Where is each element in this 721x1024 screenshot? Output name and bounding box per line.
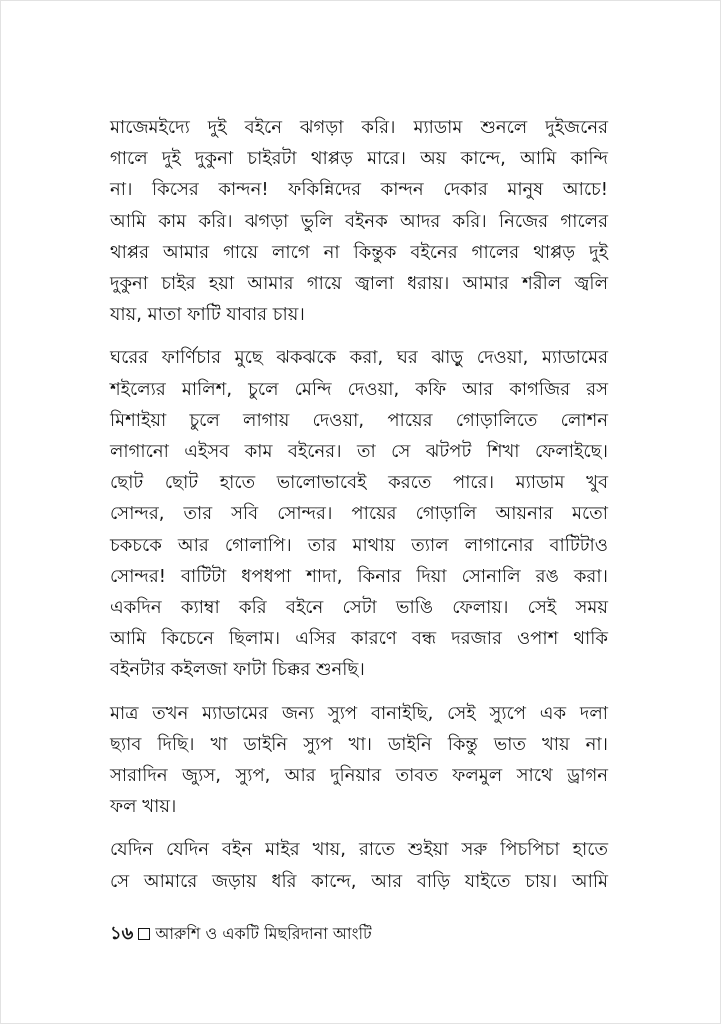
paragraph-4 xyxy=(110,834,608,896)
text-line: আমি কাম করি। ঝগড়া ভুলি বইনক আদর করি। নিজের গালের xyxy=(110,210,608,232)
paragraph-3 xyxy=(110,698,608,823)
text-line: লাগানো এইসব কাম বইনের। তা সে ঝটপট শিখা ফেলাইছে। xyxy=(110,441,608,463)
text-line: শইল্যের মালিশ, চুলে মেন্দি দেওয়া, কফি আর কাগজির রস xyxy=(110,378,608,400)
text-line: ছোট ছোট হাতে ভালোভাবেই করতে পারে। ম্যাডাম খুব xyxy=(110,472,608,494)
text-line: মাজেমইদ্যে দুই বইনে ঝগড়া করি। ম্যাডাম শুনলে দুইজনের xyxy=(110,117,608,138)
body-text xyxy=(110,112,608,909)
text-line: সে আমারে জড়ায় ধরি কান্দে, আর বাড়ি যাইতে চায়। আমি xyxy=(110,870,608,892)
text-line: চকচকে আর গোলাপি। তার মাথায় ত্যাল লাগানোর বাটিটাও xyxy=(110,534,608,556)
page-footer xyxy=(110,922,372,946)
text-line: থাপ্পর আমার গায়ে লাগে না কিন্তুক বইনের গালের থাপ্পড় দুই xyxy=(110,241,608,263)
text-line: বইনটার কইলজা ফাটা চিক্কর শুনছি। xyxy=(110,659,365,681)
page-number: ১৬ xyxy=(110,923,134,944)
paragraph-1 xyxy=(110,112,608,330)
text-line: ফল খায়। xyxy=(110,796,177,818)
square-separator-icon xyxy=(138,928,150,940)
text-line: যায়, মাতা ফাটি যাবার চায়। xyxy=(110,304,305,326)
text-line: সোন্দর! বাটিটা ধপধপা শাদা, কিনার দিয়া সোনালি রঙ করা। xyxy=(110,565,608,587)
paragraph-2 xyxy=(110,342,608,685)
book-title: আরুশি ও একটি মিছরিদানা আংটি xyxy=(155,924,372,943)
text-line: ছ্যাব দিছি। খা ডাইনি স্যুপ খা। ডাইনি কিন্তু ভাত খায় না। xyxy=(110,733,608,755)
text-line: একদিন ক্যাম্বা করি বইনে সেটা ভাঙি ফেলায়। সেই সময় xyxy=(110,597,608,619)
text-line: সোন্দর, তার সবি সোন্দর। পায়ের গোড়ালি আয়নার মতো xyxy=(110,503,608,525)
text-line: না। কিসের কান্দন! ফকিন্নিদের কান্দন দেকার মানুষ আচে! xyxy=(110,179,608,201)
text-line: যেদিন যেদিন বইন মাইর খায়, রাতে শুইয়া সরু পিচপিচা হাতে xyxy=(110,839,608,861)
text-line: মিশাইয়া চুলে লাগায় দেওয়া, পায়ের গোড়ালিতে লোশন xyxy=(110,409,608,431)
text-line: দুকুনা চাইর হয়া আমার গায়ে জ্বালা ধরায়। আমার শরীল জ্বলি xyxy=(110,273,608,295)
text-line: গালে দুই দুকুনা চাইরটা থাপ্পড় মারে। অয় কান্দে, আমি কান্দি xyxy=(110,148,608,170)
text-line: ঘরের ফার্ণিচার মুছে ঝকঝকে করা, ঘর ঝাড়ু দেওয়া, ম্যাডামের xyxy=(110,347,608,369)
text-line: মাত্র তখন ম্যাডামের জন্য স্যুপ বানাইছি, সেই স্যুপে এক দলা xyxy=(110,702,608,724)
text-line: সারাদিন জ্যুস, স্যুপ, আর দুনিয়ার তাবত ফলমুল সাথে ড্রাগন xyxy=(110,765,608,787)
text-line: আমি কিচেনে ছিলাম। এসির কারণে বন্ধ দরজার ওপাশ থাকি xyxy=(110,628,608,650)
